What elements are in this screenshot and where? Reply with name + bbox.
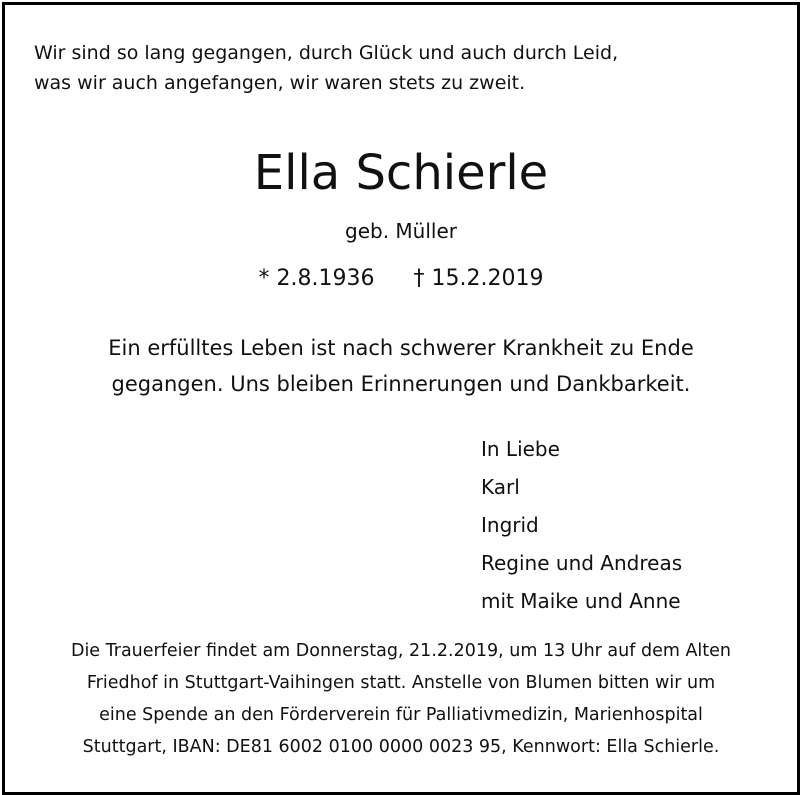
message-line: Ein erfülltes Leben ist nach schwerer Krankheit zu Ende [108, 336, 694, 360]
signer-line: mit Maike und Anne [481, 589, 681, 613]
poem-verse [34, 38, 618, 98]
death-date: † 15.2.2019 [413, 266, 544, 291]
life-dates [5, 264, 797, 294]
poem-line: was wir auch angefangen, wir waren stets zu zweit. [34, 72, 526, 94]
service-line: Die Trauerfeier findet am Donnerstag, 21.2.2019, um 13 Uhr auf dem Alten [70, 641, 732, 661]
farewell-message [5, 330, 797, 402]
signers-list [481, 430, 682, 620]
signer-line: Karl [481, 475, 520, 499]
birth-name: geb. Müller [345, 219, 457, 243]
funeral-service-info [5, 635, 797, 763]
service-line: eine Spende an den Förderverein für Palliativmedizin, Marienhospital [99, 705, 703, 725]
deceased-name: Ella Schierle [253, 145, 549, 201]
signer-line: Regine und Andreas [481, 551, 683, 575]
service-line: Friedhof in Stuttgart-Vaihingen statt. Anstelle von Blumen bitten wir um [86, 673, 716, 693]
service-line: Stuttgart, IBAN: DE81 6002 0100 0000 0023 95, Kennwort: Ella Schierle. [82, 737, 720, 757]
birth-date: * 2.8.1936 [258, 266, 375, 291]
signer-line: Ingrid [481, 513, 539, 537]
obituary-notice [2, 2, 800, 795]
message-line: gegangen. Uns bleiben Erinnerungen und Dankbarkeit. [111, 372, 691, 396]
signer-line: In Liebe [481, 437, 560, 461]
poem-line: Wir sind so lang gegangen, durch Glück und auch durch Leid, [34, 42, 619, 64]
